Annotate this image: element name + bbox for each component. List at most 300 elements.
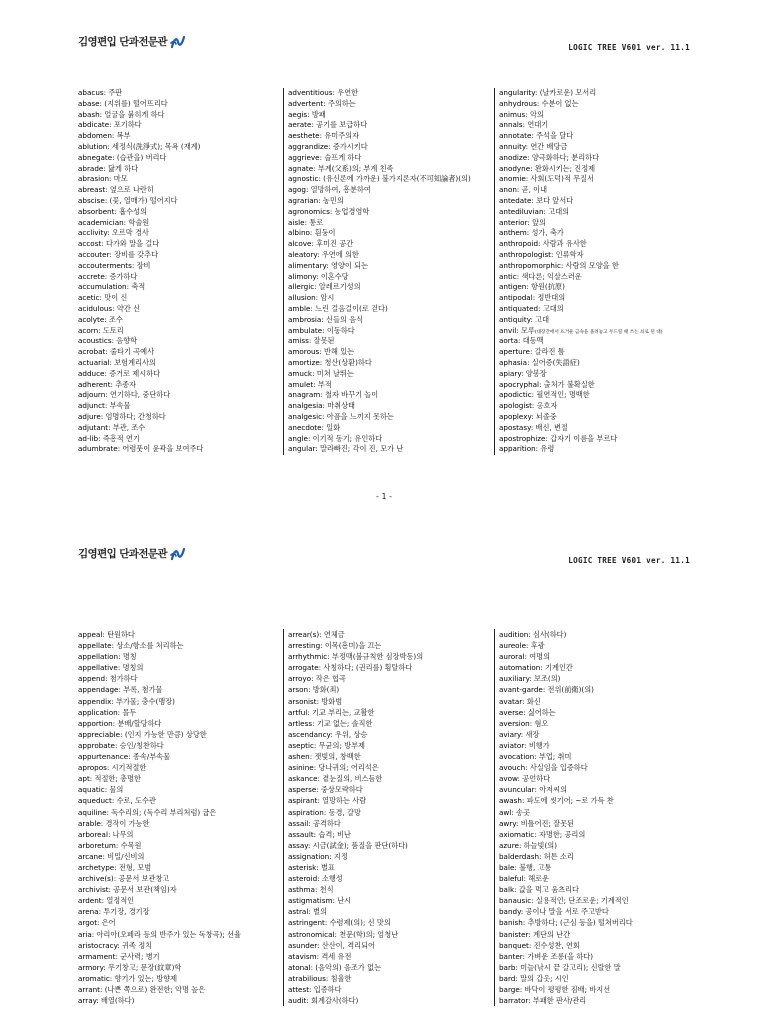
- vocab-word: agrarian: [288, 195, 319, 205]
- separator: :: [323, 98, 328, 108]
- vocab-meaning: 동경, 갈망: [328, 807, 361, 817]
- vocab-word: asterisk: [288, 862, 317, 872]
- vocab-meaning: 계단의 난간: [533, 929, 571, 939]
- vocab-word: analgesia: [288, 401, 323, 411]
- vocab-word: aromatic: [78, 973, 110, 983]
- vocab-columns: [78, 629, 695, 1006]
- separator: :: [528, 630, 534, 639]
- vocab-word: angular: [288, 444, 316, 454]
- separator: :: [111, 641, 117, 651]
- vocab-meaning: 공문서 보관창고: [118, 874, 170, 884]
- vocab-entry: [499, 174, 695, 185]
- vocab-entry: [499, 696, 695, 707]
- vocab-meaning: 필연적인; 명백한: [536, 390, 590, 400]
- vocab-entry: [499, 293, 695, 304]
- vocab-word: arable: [78, 818, 101, 828]
- separator: :: [311, 239, 317, 249]
- vocab-entry: [78, 401, 283, 412]
- vocab-meaning: 곁눈질의, 비스듬한: [322, 774, 383, 784]
- vocab-entry: [78, 917, 283, 928]
- vocab-word: anodize: [499, 152, 528, 162]
- vocab-entry: [288, 784, 494, 795]
- vocab-meaning: 공기를 보급하다: [316, 120, 368, 130]
- separator: :: [529, 674, 535, 684]
- separator: :: [118, 685, 124, 695]
- vocab-word: allergic: [288, 282, 315, 292]
- vocab-entry: [288, 673, 494, 684]
- vocab-meaning: 방화범: [321, 696, 343, 706]
- vocab-word: abreast: [78, 185, 106, 195]
- vocab-word: abrasion: [78, 174, 110, 184]
- vocab-word: agronomics: [288, 206, 330, 216]
- vocab-word: aggrandize: [288, 141, 329, 151]
- vocab-meaning: 수렴제(의); 신 맛의: [329, 918, 391, 928]
- separator: :: [542, 685, 548, 695]
- vocab-meaning: 난시: [337, 896, 352, 906]
- vocab-word: acolyte: [78, 314, 105, 324]
- vocab-word: alimony: [288, 271, 317, 281]
- vocab-word: apt: [78, 774, 90, 784]
- vocab-word: ambulate: [288, 325, 323, 335]
- vocab-meaning: 주의하는: [327, 98, 356, 108]
- vocab-meaning: 분배/할당하다: [117, 718, 162, 728]
- vocab-word: apologist: [499, 401, 532, 411]
- brand-name: 김영편입 단과전문관: [78, 36, 167, 48]
- vocab-meaning: 공문서 보관(책임)자: [113, 885, 177, 895]
- separator: :: [321, 314, 327, 324]
- vocab-word: appellative: [78, 663, 118, 673]
- vocab-word: agnate: [288, 163, 314, 173]
- vocab-meaning: 여명의: [529, 652, 551, 662]
- vocab-word: appendage: [78, 685, 119, 695]
- vocab-entry: [78, 88, 283, 99]
- vocab-meaning: 갑자기 이름을 부르다: [550, 433, 618, 443]
- vocab-meaning: 산산이, 격리되어: [321, 940, 375, 950]
- vocab-word: aspirant: [288, 796, 318, 806]
- separator: :: [103, 962, 109, 972]
- vocab-word: acidulous: [78, 303, 113, 313]
- vocab-entry: [499, 973, 695, 984]
- separator: :: [101, 239, 106, 249]
- vocab-meaning: 공이나 말을 서로 주고받다: [525, 907, 609, 917]
- vocab-word: adumbrate: [78, 444, 118, 454]
- separator: :: [520, 729, 526, 739]
- vocab-word: acrobat: [78, 347, 106, 357]
- separator: :: [522, 696, 527, 706]
- separator: :: [98, 907, 104, 917]
- vocab-meaning: 부적: [317, 379, 332, 389]
- vocab-entry: [288, 358, 494, 369]
- vocab-meaning: 전형, 모범: [118, 862, 152, 872]
- separator: :: [531, 411, 536, 421]
- vocab-entry: [288, 88, 494, 99]
- vocab-word: accumulation: [78, 282, 127, 292]
- vocab-meaning: 양봉장: [525, 368, 547, 378]
- vocab-word: ablution: [78, 141, 108, 151]
- vocab-entry: [288, 873, 494, 884]
- vocab-word: arrant: [78, 985, 100, 994]
- separator: :: [326, 260, 332, 270]
- separator: :: [332, 88, 338, 97]
- vocab-meaning: 암시: [320, 293, 335, 303]
- vocab-meaning: 기교 부리는, 교활한: [311, 707, 375, 717]
- separator: :: [308, 818, 314, 828]
- vocab-entry: [78, 651, 283, 662]
- vocab-entry: [78, 995, 283, 1006]
- vocab-entry: [78, 164, 283, 175]
- vocab-meaning: 말의 갑옷; 시인: [520, 973, 569, 983]
- vocab-entry: [288, 250, 494, 261]
- vocab-entry: [499, 940, 695, 951]
- vocab-word: alcove: [288, 239, 312, 249]
- vocab-word: append: [78, 674, 106, 684]
- vocab-meaning: (꽃, 열매가) 떨어지다: [109, 195, 178, 205]
- vocab-entry: [78, 196, 283, 207]
- vocab-meaning: 미늘(낚시 끝 갈고리); 신랄한 말: [520, 962, 621, 972]
- column: [494, 88, 695, 455]
- vocab-word: annuity: [499, 141, 526, 151]
- vocab-word: avow: [499, 774, 518, 784]
- vocab-entry: [78, 929, 283, 940]
- separator: :: [534, 752, 539, 762]
- vocab-word: averse: [499, 707, 524, 717]
- vocab-word: atonal: [288, 962, 311, 972]
- separator: :: [117, 940, 123, 950]
- vocab-word: awl: [499, 807, 512, 817]
- vocab-word: ad-lib: [78, 433, 99, 443]
- vocab-meaning: 부관, 조수: [112, 422, 146, 432]
- vocab-meaning: (유신론에 가까운) 불가지론자(不可知論者)(의): [323, 174, 471, 184]
- vocab-entry: [499, 795, 695, 806]
- separator: :: [551, 249, 556, 259]
- vocab-word: aquatic: [78, 785, 105, 795]
- vocab-entry: [78, 718, 283, 729]
- vocab-meaning: 청산(상환)하다: [324, 357, 372, 367]
- brand-name: 김영편입 단과전문관: [78, 548, 167, 560]
- vocab-entry: [288, 718, 494, 729]
- vocab-word: apostasy: [499, 422, 531, 432]
- vocab-entry: [499, 153, 695, 164]
- vocab-entry: [78, 906, 283, 917]
- vocab-entry: [288, 951, 494, 962]
- vocab-entry: [499, 326, 695, 337]
- vocab-entry: [78, 662, 283, 673]
- vocab-word: appellate: [78, 641, 112, 651]
- vocab-meaning: 우연에 의한: [321, 249, 359, 259]
- separator: :: [320, 641, 325, 651]
- column: [78, 88, 283, 455]
- vocab-word: accouter: [78, 249, 110, 259]
- vocab-entry: [288, 762, 494, 773]
- vocab-word: arcane: [78, 851, 103, 861]
- vocab-word: adjutant: [78, 422, 109, 432]
- separator: :: [109, 174, 114, 184]
- vocab-entry: [499, 718, 695, 729]
- vocab-word: application: [78, 707, 118, 717]
- separator: :: [534, 829, 539, 839]
- vocab-entry: [499, 784, 695, 795]
- separator: :: [538, 303, 543, 313]
- vocab-entry: [78, 707, 283, 718]
- vocab-entry: [288, 929, 494, 940]
- separator: :: [91, 929, 97, 939]
- vocab-entry: [78, 207, 283, 218]
- vocab-word: anthem: [499, 228, 527, 238]
- vocab-word: accrete: [78, 271, 105, 281]
- vocab-entry: [499, 185, 695, 196]
- vocab-note: (대장간에서 뜨거운 금속을 올려놓고 두드릴 때 쓰는 쇠로 된 대): [534, 329, 663, 335]
- column: [494, 629, 695, 1006]
- separator: :: [111, 131, 117, 141]
- separator: :: [104, 195, 110, 205]
- separator: :: [316, 785, 321, 795]
- separator: :: [309, 985, 314, 994]
- vocab-meaning: 흰둥이: [314, 228, 336, 238]
- separator: :: [516, 185, 522, 195]
- vocab-entry: [499, 906, 695, 917]
- separator: :: [327, 652, 332, 662]
- vocab-entry: [499, 196, 695, 207]
- vocab-word: annotate: [499, 131, 532, 141]
- vocab-word: array: [78, 996, 97, 1006]
- separator: :: [511, 807, 516, 817]
- vocab-meaning: 연간 배당금: [530, 141, 568, 151]
- separator: :: [522, 796, 527, 806]
- vocab-meaning: 값을 먹고 움츠리다: [518, 885, 579, 895]
- vocab-entry: [499, 818, 695, 829]
- vocab-entry: [499, 228, 695, 239]
- vocab-word: acetic: [78, 293, 100, 303]
- vocab-word: adjure: [78, 411, 101, 421]
- separator: :: [525, 141, 531, 151]
- vocab-meaning: 중상모략하다: [320, 785, 363, 795]
- vocab-meaning: 인류학자: [555, 249, 584, 259]
- vocab-entry: [499, 120, 695, 131]
- vocab-meaning: 부록, 첨가물: [123, 685, 163, 695]
- vocab-meaning: 부정맥(불규칙한 심장박동)의: [331, 652, 424, 662]
- separator: :: [107, 829, 113, 839]
- vocab-word: accost: [78, 239, 102, 249]
- separator: :: [520, 907, 526, 917]
- separator: :: [319, 131, 325, 141]
- vocab-word: apportion: [78, 718, 113, 728]
- separator: :: [105, 390, 111, 400]
- vocab-meaning: 사회(도덕)적 무질서: [530, 174, 594, 184]
- brand-logo-icon: [170, 547, 186, 561]
- vocab-word: amortize: [288, 357, 320, 367]
- vocab-entry: [499, 884, 695, 895]
- vocab-word: banter: [499, 951, 523, 961]
- vocab-entry: [288, 120, 494, 131]
- vocab-meaning: 투기장, 경기장: [103, 907, 150, 917]
- separator: :: [107, 228, 112, 238]
- separator: :: [308, 336, 314, 346]
- vocab-meaning: 비틀어진; 잘못된: [520, 818, 574, 828]
- vocab-word: archivist: [78, 885, 109, 895]
- vocab-meaning: 송곳: [516, 807, 530, 817]
- separator: :: [320, 390, 326, 400]
- vocab-meaning: 지정: [333, 851, 348, 861]
- vocab-word: ambrosia: [288, 314, 322, 324]
- vocab-entry: [288, 239, 494, 250]
- vocab-entry: [499, 951, 695, 962]
- separator: :: [528, 940, 534, 950]
- vocab-meaning: 미쳐 날뛰는: [316, 368, 354, 378]
- vocab-entry: [288, 110, 494, 121]
- separator: :: [527, 357, 532, 367]
- vocab-word: aristocracy: [78, 940, 118, 950]
- vocab-meaning: 종속/부속물: [132, 752, 171, 762]
- vocab-entry: [499, 207, 695, 218]
- vocab-meaning: 자명한; 공리의: [538, 829, 586, 839]
- vocab-word: approbate: [78, 740, 115, 750]
- vocab-meaning: 방패: [311, 109, 326, 119]
- vocab-word: adduce: [78, 368, 105, 378]
- vocab-word: aviator: [499, 740, 525, 750]
- vocab-meaning: 옆으로 나란히: [109, 185, 154, 195]
- vocab-word: angle: [288, 433, 308, 443]
- vocab-word: artless: [288, 718, 313, 728]
- vocab-meaning: 주석을 달다: [536, 131, 574, 141]
- separator: :: [304, 217, 310, 227]
- separator: :: [99, 109, 105, 119]
- vocab-entry: [288, 218, 494, 229]
- vocab-meaning: 고대의: [542, 303, 564, 313]
- vocab-meaning: 후광: [530, 641, 545, 651]
- vocab-word: astral: [288, 907, 309, 917]
- vocab-entry: [499, 336, 695, 347]
- vocab-entry: [499, 347, 695, 358]
- separator: :: [531, 401, 537, 411]
- separator: :: [334, 929, 340, 939]
- vocab-word: aseptic: [288, 740, 314, 750]
- separator: :: [522, 918, 528, 928]
- vocab-meaning: 이기적 동기; 유인하다: [312, 433, 383, 443]
- vocab-meaning: 당나귀의; 어리석은: [318, 763, 379, 773]
- vocab-entry: [288, 153, 494, 164]
- vocab-entry: [499, 434, 695, 445]
- vocab-meaning: 무균의; 방부제: [318, 740, 365, 750]
- separator: :: [543, 206, 549, 216]
- vocab-word: asunder: [288, 940, 318, 950]
- vocab-meaning: 열망하여, 흥분하여: [310, 185, 371, 195]
- vocab-word: academician: [78, 217, 124, 227]
- vocab-meaning: 농업경영학: [334, 206, 370, 216]
- vocab-word: abrade: [78, 163, 104, 173]
- vocab-word: appellation: [78, 652, 119, 662]
- separator: :: [99, 98, 105, 108]
- vocab-meaning: 신들의 음식: [326, 314, 364, 324]
- vocab-word: abase: [78, 98, 100, 108]
- vocab-word: aspiration: [288, 807, 324, 817]
- vocab-entry: [288, 228, 494, 239]
- vocab-meaning: 허튼 소리: [543, 851, 574, 861]
- vocab-word: arresting: [288, 641, 321, 651]
- vocab-meaning: (습관을) 버리다: [116, 152, 167, 162]
- vocab-meaning: 보다 앞서다: [536, 195, 574, 205]
- vocab-entry: [499, 740, 695, 751]
- vocab-meaning: 수로, 도수관: [116, 796, 156, 806]
- separator: :: [115, 951, 121, 961]
- version-label: LOGIC TREE V601 ver. 11.1: [568, 43, 690, 52]
- vocab-word: agog: [288, 185, 306, 195]
- vocab-word: armament: [78, 951, 116, 961]
- vocab-word: anecdote: [288, 422, 322, 432]
- vocab-meaning: 싫어하는: [527, 707, 556, 717]
- vocab-meaning: 혐오: [534, 718, 549, 728]
- vocab-meaning: 상소/항소를 처리하는: [116, 641, 184, 651]
- vocab-meaning: 비행가: [528, 740, 550, 750]
- vocab-meaning: 슬프게 하다: [324, 152, 362, 162]
- separator: :: [318, 195, 323, 205]
- vocab-meaning: (지위를) 떨어뜨리다: [104, 98, 168, 108]
- vocab-meaning: 침울한: [330, 973, 352, 983]
- separator: :: [102, 630, 108, 639]
- brand-logo-icon: [170, 35, 186, 49]
- vocab-meaning: 세정식(洗淨式); 목욕 (재계): [112, 141, 201, 151]
- separator: :: [308, 907, 314, 917]
- vocab-meaning: 이목(흥미)을 끄는: [324, 641, 382, 651]
- vocab-word: armory: [78, 962, 104, 972]
- vocab-meaning: 향기가 있는; 방향제: [114, 973, 178, 983]
- vocab-word: antiquity: [499, 314, 531, 324]
- separator: :: [307, 109, 312, 119]
- vocab-meaning: 부패한 판사/관리: [532, 996, 587, 1006]
- separator: :: [522, 120, 528, 130]
- vocab-entry: [78, 807, 283, 818]
- vocab-entry: [499, 862, 695, 873]
- vocab-word: avuncular: [499, 785, 535, 795]
- separator: :: [305, 185, 311, 195]
- vocab-word: apocryphal: [499, 379, 540, 389]
- vocab-entry: [78, 973, 283, 984]
- vocab-meaning: 입증하다: [313, 985, 342, 994]
- separator: :: [525, 174, 531, 184]
- separator: :: [316, 696, 322, 706]
- vocab-entry: [288, 973, 494, 984]
- vocab-meaning: 아저씨의: [539, 785, 568, 795]
- vocab-entry: [288, 884, 494, 895]
- vocab-meaning: 아픔을 느끼지 못하는: [326, 411, 394, 421]
- separator: :: [523, 874, 529, 884]
- vocab-entry: [288, 751, 494, 762]
- vocab-meaning: 아리아(오페라 등의 반주가 있는 독창곡); 선율: [96, 929, 241, 939]
- vocab-entry: [288, 326, 494, 337]
- vocab-entry: [499, 773, 695, 784]
- separator: :: [322, 411, 327, 421]
- vocab-entry: [499, 917, 695, 928]
- vocab-word: apropos: [78, 763, 107, 773]
- separator: :: [101, 896, 107, 906]
- vocab-entry: [78, 99, 283, 110]
- vocab-meaning: 고대: [535, 314, 550, 324]
- vocab-word: banquet: [499, 940, 529, 950]
- vocab-entry: [288, 196, 494, 207]
- vocab-entry: [288, 142, 494, 153]
- vocab-meaning: 증가하다: [109, 271, 138, 281]
- vocab-meaning: 알레르기성의: [318, 282, 361, 292]
- vocab-entry: [78, 282, 283, 293]
- vocab-meaning: 유미주의자: [324, 131, 360, 141]
- separator: :: [123, 217, 129, 227]
- separator: :: [112, 152, 117, 162]
- vocab-meaning: 농민의: [322, 195, 344, 205]
- vocab-meaning: 승인/칭찬하다: [119, 740, 164, 750]
- separator: :: [314, 282, 319, 292]
- separator: :: [118, 652, 123, 662]
- separator: :: [534, 785, 540, 795]
- page-2: [0, 512, 768, 1024]
